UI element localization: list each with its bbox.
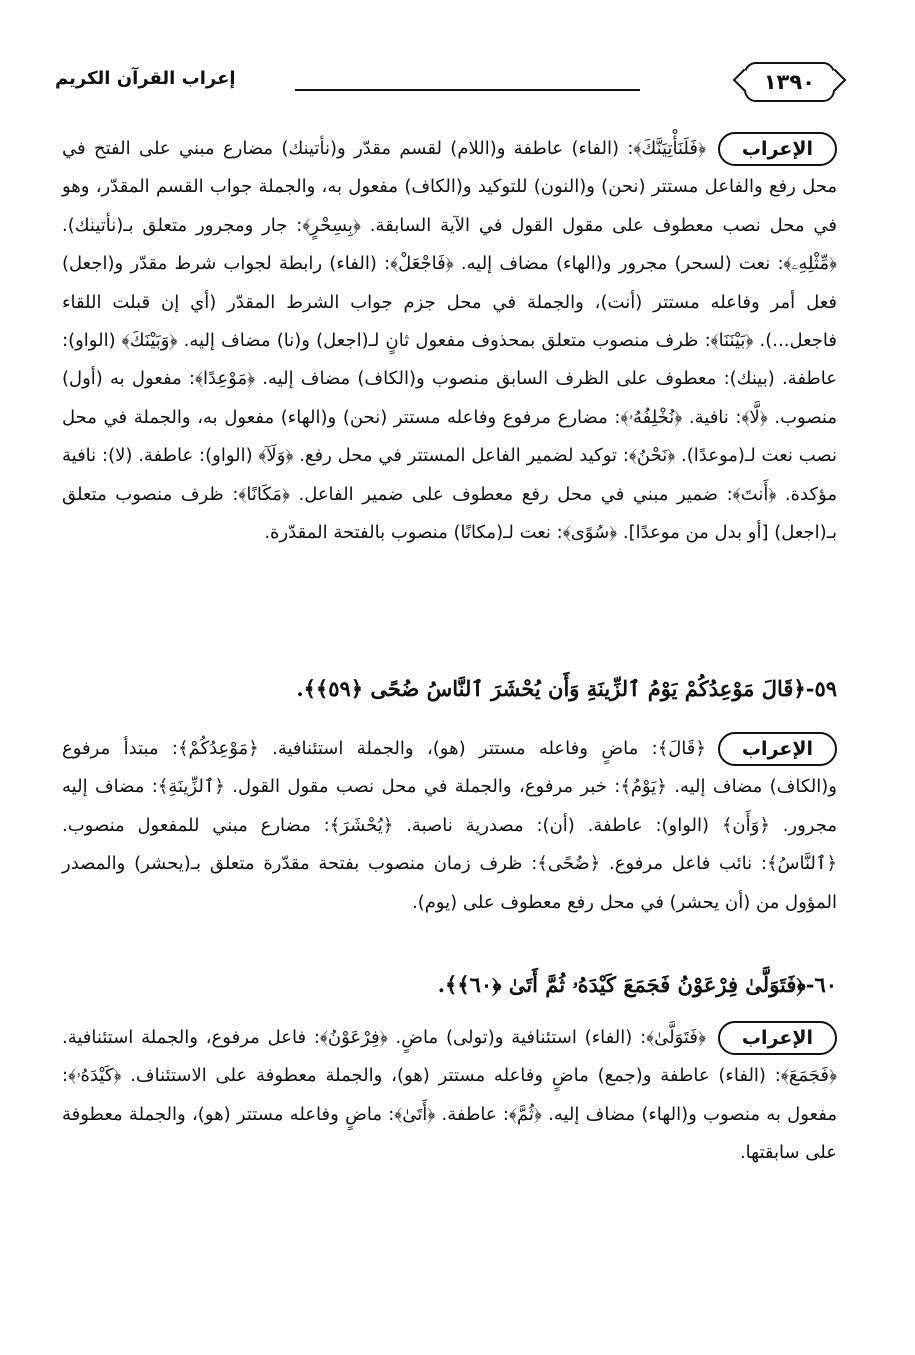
irab-block-58 <box>62 130 837 552</box>
irab-label: الإعراب <box>718 732 837 766</box>
irab-label: الإعراب <box>718 132 837 166</box>
irab-label: الإعراب <box>718 1021 837 1055</box>
irab-block-59 <box>62 730 837 922</box>
header-rule <box>295 89 640 91</box>
irab-block-60 <box>62 1019 837 1173</box>
page-number: ١٣٩٠ <box>744 62 835 102</box>
page-header <box>55 62 835 102</box>
verse-60: ٦٠-﴿فَتَوَلَّىٰ فِرْعَوْنُ فَجَمَعَ كَيْدَهُۥ ثُمَّ أَتَىٰ ﴿٦٠﴾﴾. <box>437 972 837 997</box>
verse-59: ٥٩-﴿قَالَ مَوْعِدُكُمْ يَوْمُ ٱلزِّينَةِ وَأَن يُحْشَرَ ٱلنَّاسُ ضُحًى ﴿٥٩﴾﴾. <box>296 676 837 701</box>
book-title: إعراب القرآن الكريم <box>55 68 236 89</box>
irab-text: ﴿قَالَ﴾: ماضٍ وفاعله مستتر (هو)، والجملة استئنافية. ﴿مَوْعِدُكُمْ﴾: مبتدأ مرفوع و(الكاف) مضاف إليه. ﴿يَوْمُ﴾: خبر مرفوع، والجملة في محل نصب مقول القول. ﴿ٱلزِّينَةِ﴾: مضاف إليه مجرور. ﴿وَأَن﴾ (الواو): عاطفة. (أن): مصدرية ناصبة. ﴿يُحْشَرَ﴾: مضارع مبني للمفعول منصوب. ﴿ٱلنَّاسُ﴾: نائب فاعل مرفوع. ﴿ضُحًى﴾: ظرف زمان منصوب بفتحة مقدّرة متعلق بـ(يحشر) والمصدر المؤول من (أن يحشر) في محل رفع معطوف على (يوم). <box>62 738 837 913</box>
irab-text: ﴿فَلَنَأْتِيَنَّكَ﴾: (الفاء) عاطفة و(اللام) لقسم مقدّر و(نأتينك) مضارع مبني على الفتح في محل رفع والفاعل مستتر (نحن) و(النون) للتوكيد و(الكاف) مفعول به، والجملة جواب القسم المقدّر، وهو في محل نصب معطوف على مقول القول في الآية السابقة. ﴿بِسِحْرٍ﴾: جار ومجرور متعلق بـ(نأتينك). ﴿مِّثْلِهِۦ﴾: نعت (لسحر) مجرور و(الهاء) مضاف إليه. ﴿فَاجْعَلْ﴾: (الفاء) رابطة لجواب شرط مقدّر و(اجعل) فعل أمر وفاعله مستتر (أنت)، والجملة في محل جزم جواب الشرط المقدّر (أي إن قبلت اللقاء فاجعل...). ﴿بَيْنَنَا﴾: ظرف منصوب متعلق بمحذوف مفعول ثانٍ لـ(اجعل) و(نا) مضاف إليه. ﴿وَبَيْنَكَ﴾ (الواو): عاطفة. (بينك): معطوف على الظرف السابق منصوب و(الكاف) مضاف إليه. ﴿مَوْعِدًا﴾: مفعول به (أول) منصوب. ﴿لَّا﴾: نافية. ﴿نُخْلِفُهُۥ﴾: مضارع مرفوع وفاعله مستتر (نحن) و(الهاء) مفعول به، والجملة في محل نصب نعت لـ(موعدًا). ﴿نَحْنُ﴾: توكيد لضمير الفاعل المستتر في محل رفع. ﴿وَلَآ﴾ (الواو): عاطفة. (لا): نافية مؤكدة. ﴿أَنتَ﴾: ضمير مبني في محل رفع معطوف على ضمير الفاعل. ﴿مَكَانًا﴾: ظرف منصوب متعلق بـ(اجعل) [أو بدل من موعدًا]. ﴿سُوًى﴾: نعت لـ(مكانًا) منصوب بالفتحة المقدّرة. <box>62 138 837 544</box>
irab-text: ﴿فَتَوَلَّىٰ﴾: (الفاء) استئنافية و(تولى) ماضٍ. ﴿فِرْعَوْنُ﴾: فاعل مرفوع، والجملة استئنافية. ﴿فَجَمَعَ﴾: (الفاء) عاطفة و(جمع) ماضٍ وفاعله مستتر (هو)، والجملة معطوفة على الاستئناف. ﴿كَيْدَهُۥ﴾: مفعول به منصوب و(الهاء) مضاف إليه. ﴿ثُمَّ﴾: عاطفة. ﴿أَتَىٰ﴾: ماضٍ وفاعله مستتر (هو)، والجملة معطوفة على سابقتها. <box>62 1027 837 1164</box>
